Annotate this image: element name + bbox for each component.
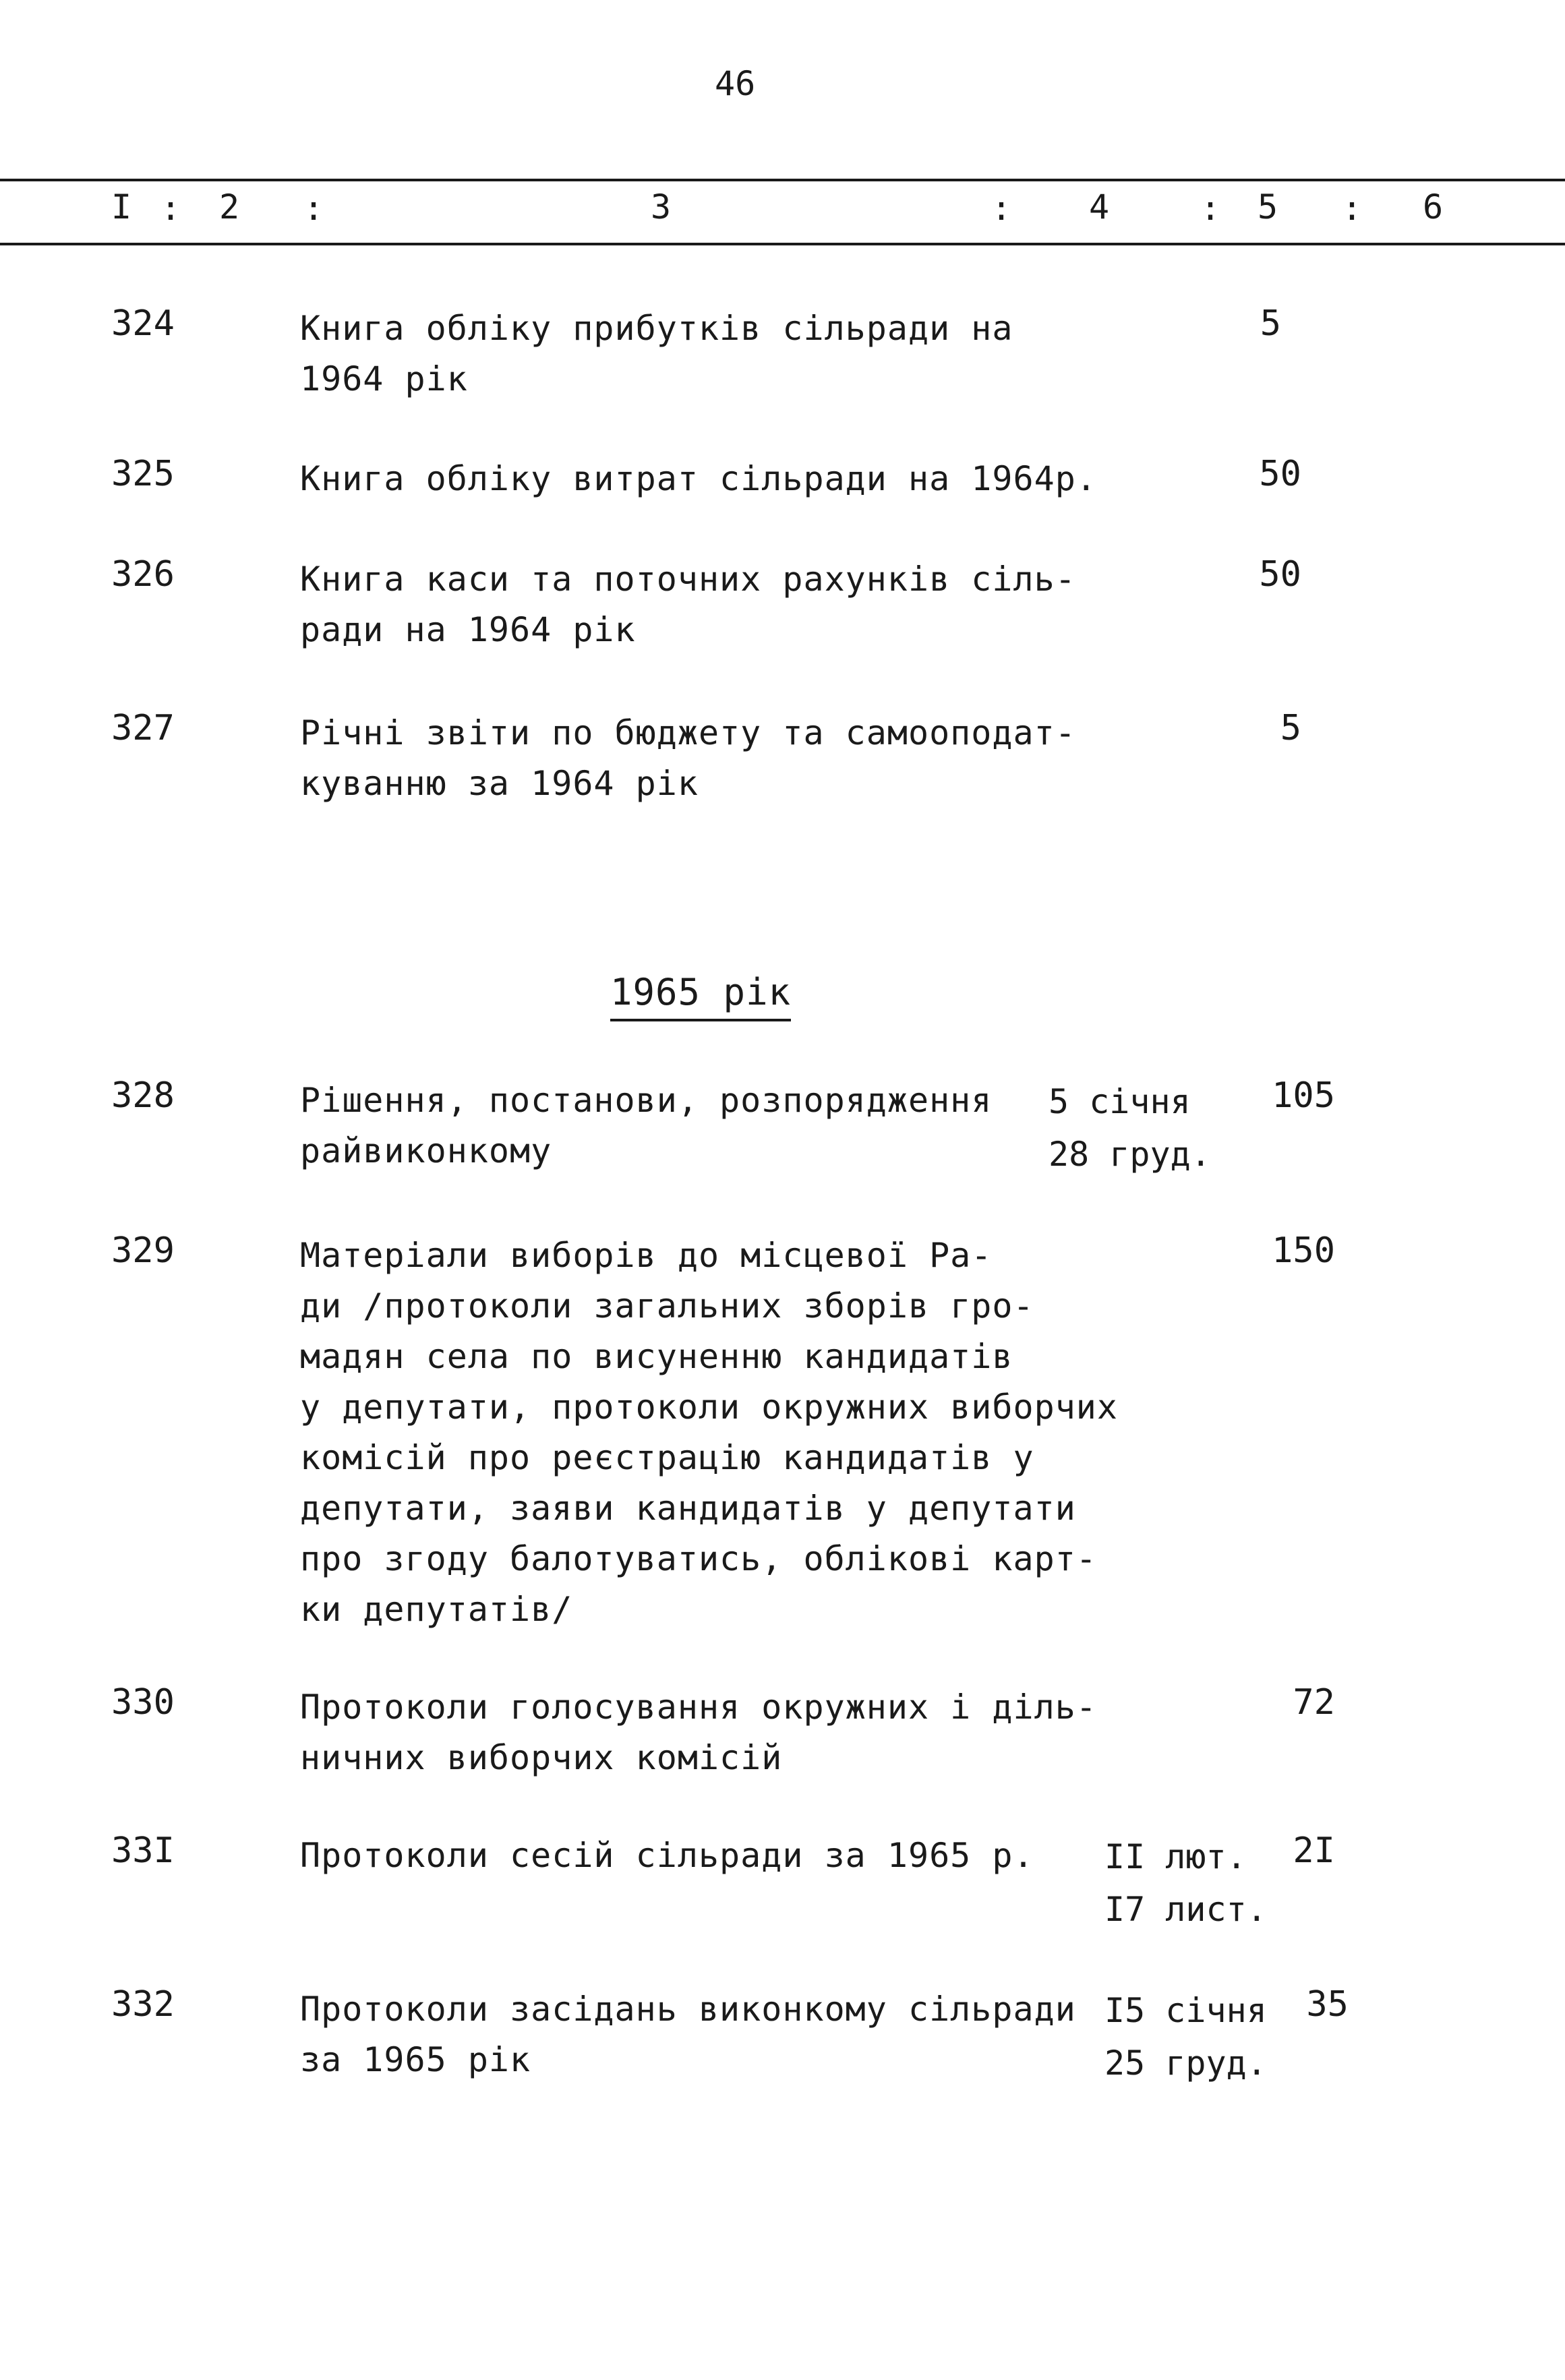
entry-sheet-count: 2I — [1293, 1831, 1335, 1871]
column-separator: : — [303, 189, 324, 228]
entry-dates: I5 січня 25 груд. — [1104, 1991, 1267, 2083]
section-heading-1965: 1965 рік — [610, 971, 791, 1021]
entry-number: 327 — [111, 708, 175, 748]
column-separator: : — [1342, 189, 1363, 228]
entry-title: Рішення, постанови, розпорядження райвиконкому — [300, 1081, 993, 1170]
entry-sheet-count: 72 — [1293, 1682, 1335, 1723]
column-header-1: I — [111, 187, 132, 227]
column-header-2: 2 — [219, 187, 240, 227]
entry-title: Річні звіти по бюджету та самооподат- куванню за 1964 рік — [300, 713, 1076, 803]
entry-number: 332 — [111, 1984, 175, 2025]
entry-title: Книга обліку витрат сільради на 1964р. — [300, 459, 1097, 498]
column-header-4: 4 — [1089, 187, 1110, 227]
entry-sheet-count: 5 — [1260, 303, 1281, 344]
column-separator: : — [160, 189, 181, 228]
entry-sheet-count: 150 — [1272, 1230, 1335, 1271]
entry-dates: II лют. I7 лист. — [1104, 1837, 1267, 1929]
entry-dates: 5 січня 28 груд. — [1049, 1082, 1211, 1174]
entry-sheet-count: 50 — [1259, 454, 1301, 494]
entry-title: Протоколи засідань виконкому сільради за 1965 рік — [300, 1990, 1076, 2079]
entry-sheet-count: 5 — [1280, 708, 1301, 748]
page-number: 46 — [715, 64, 756, 103]
entry-title: Книга обліку прибутків сільради на 1964 рік — [300, 309, 1013, 398]
entry-number: 328 — [111, 1075, 175, 1116]
entry-number: 330 — [111, 1682, 175, 1723]
entry-number: 324 — [111, 303, 175, 344]
entry-number: 325 — [111, 454, 175, 494]
entry-number: 33I — [111, 1831, 175, 1871]
column-separator: : — [991, 189, 1012, 228]
column-header-6: 6 — [1423, 187, 1444, 227]
entry-sheet-count: 35 — [1306, 1984, 1349, 2025]
column-header-5: 5 — [1258, 187, 1278, 227]
entry-title: Матеріали виборів до місцевої Ра- ди /протоколи загальних зборів гро- мадян села по висуненню кандидатів у депутати, протоколи окружних виборчих комісій про реєстрацію кандидатів у депутати, заяви кандидатів у депутати про згоду балотуватись, облікові карт- ки депутатів/ — [300, 1236, 1118, 1629]
header-bottom-rule — [0, 243, 1565, 245]
column-separator: : — [1200, 189, 1221, 228]
column-header-3: 3 — [651, 187, 672, 227]
entry-sheet-count: 50 — [1259, 554, 1301, 595]
entry-title: Протоколи сесій сільради за 1965 р. — [300, 1836, 1034, 1875]
entry-sheet-count: 105 — [1272, 1075, 1335, 1116]
entry-number: 326 — [111, 554, 175, 595]
header-top-rule — [0, 179, 1565, 181]
entry-number: 329 — [111, 1230, 175, 1271]
entry-title: Протоколи голосування окружних і діль- ничних виборчих комісій — [300, 1688, 1097, 1777]
entry-title: Книга каси та поточних рахунків сіль- ради на 1964 рік — [300, 560, 1076, 649]
